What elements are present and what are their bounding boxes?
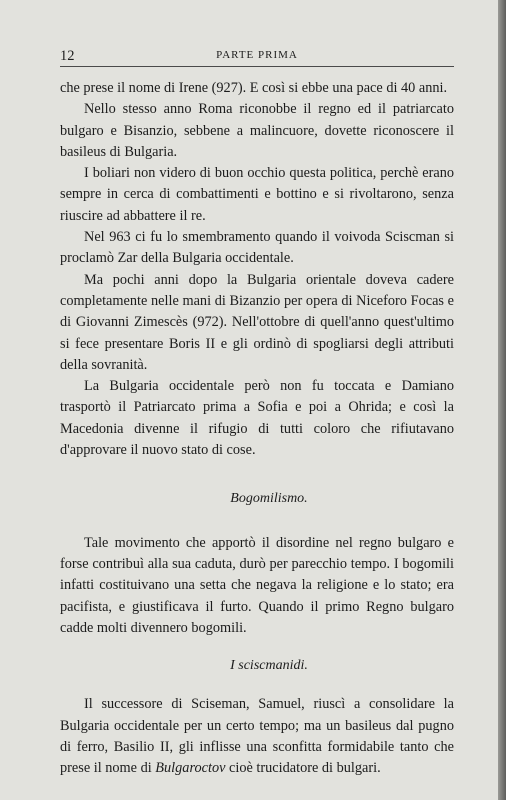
header-rule [60, 66, 454, 67]
paragraph [60, 694, 454, 779]
paragraph: La Bulgaria occidentale però non fu toccata e Damiano trasportò il Patriarcato prima a Sofia e poi a Ohrida; e così la Macedonia divenne il rifugio di tutti coloro che rifiutavano d'approvare il nuovo stato di cose. [60, 378, 454, 459]
section-heading-sciscmanidi: I sciscmanidi. [230, 658, 308, 674]
running-head [60, 48, 454, 66]
section-heading-bogomilismo: Bogomilismo. [230, 491, 308, 507]
page-number: 12 [60, 48, 75, 64]
running-title: PARTE PRIMA [216, 49, 298, 61]
body-text [60, 78, 454, 780]
paragraph-text: Il successore di Sciseman, Samuel, riuscì a consolidare la Bulgaria occidentale per un certo tempo; ma un basileus dal pugno di ferro, Basilio II, gli inflisse una sconfitta formidabile tanto che prese il nome di [60, 696, 454, 777]
paragraph: Nello stesso anno Roma riconobbe il regno ed il patriarcato bulgaro e Bisanzio, sebbene a malincuore, dovette riconoscere il basileus di Bulgaria. [60, 101, 454, 160]
paragraph-text-end: cioè trucidatore di bulgari. [225, 760, 381, 777]
paragraph: Tale movimento che apportò il disordine nel regno bulgaro e forse contribuì alla sua caduta, durò per parecchio tempo. I bogomili infatti costituivano una setta che negava la religione e lo stato; era pacifista, e giustificava il furto. Quando il primo Regno bulgaro cadde molti divennero bogomili. [60, 534, 454, 636]
italic-term: Bulgaroctov [155, 760, 226, 777]
paragraph: Nel 963 ci fu lo smembramento quando il voivoda Sciscman si proclamò Zar della Bulgaria occidentale. [60, 229, 454, 267]
paragraph: che prese il nome di Irene (927). E così si ebbe una pace di 40 anni. [60, 80, 448, 96]
paragraph: Ma pochi anni dopo la Bulgaria orientale doveva cadere completamente nelle mani di Bizanzio per opera di Niceforo Focas e di Giovanni Zimescès (972). Nell'ottobre di quell'anno quest'ultimo si fece presentare Boris II e gli ordinò di spogliarsi degli attributi della sovranità. [60, 271, 454, 373]
page-edge-shadow [498, 0, 506, 800]
paragraph: I boliari non videro di buon occhio questa politica, perchè erano sempre in cerca di combattimenti e bottino e si rivoltarono, senza riuscire ad abbattere il re. [60, 165, 454, 224]
